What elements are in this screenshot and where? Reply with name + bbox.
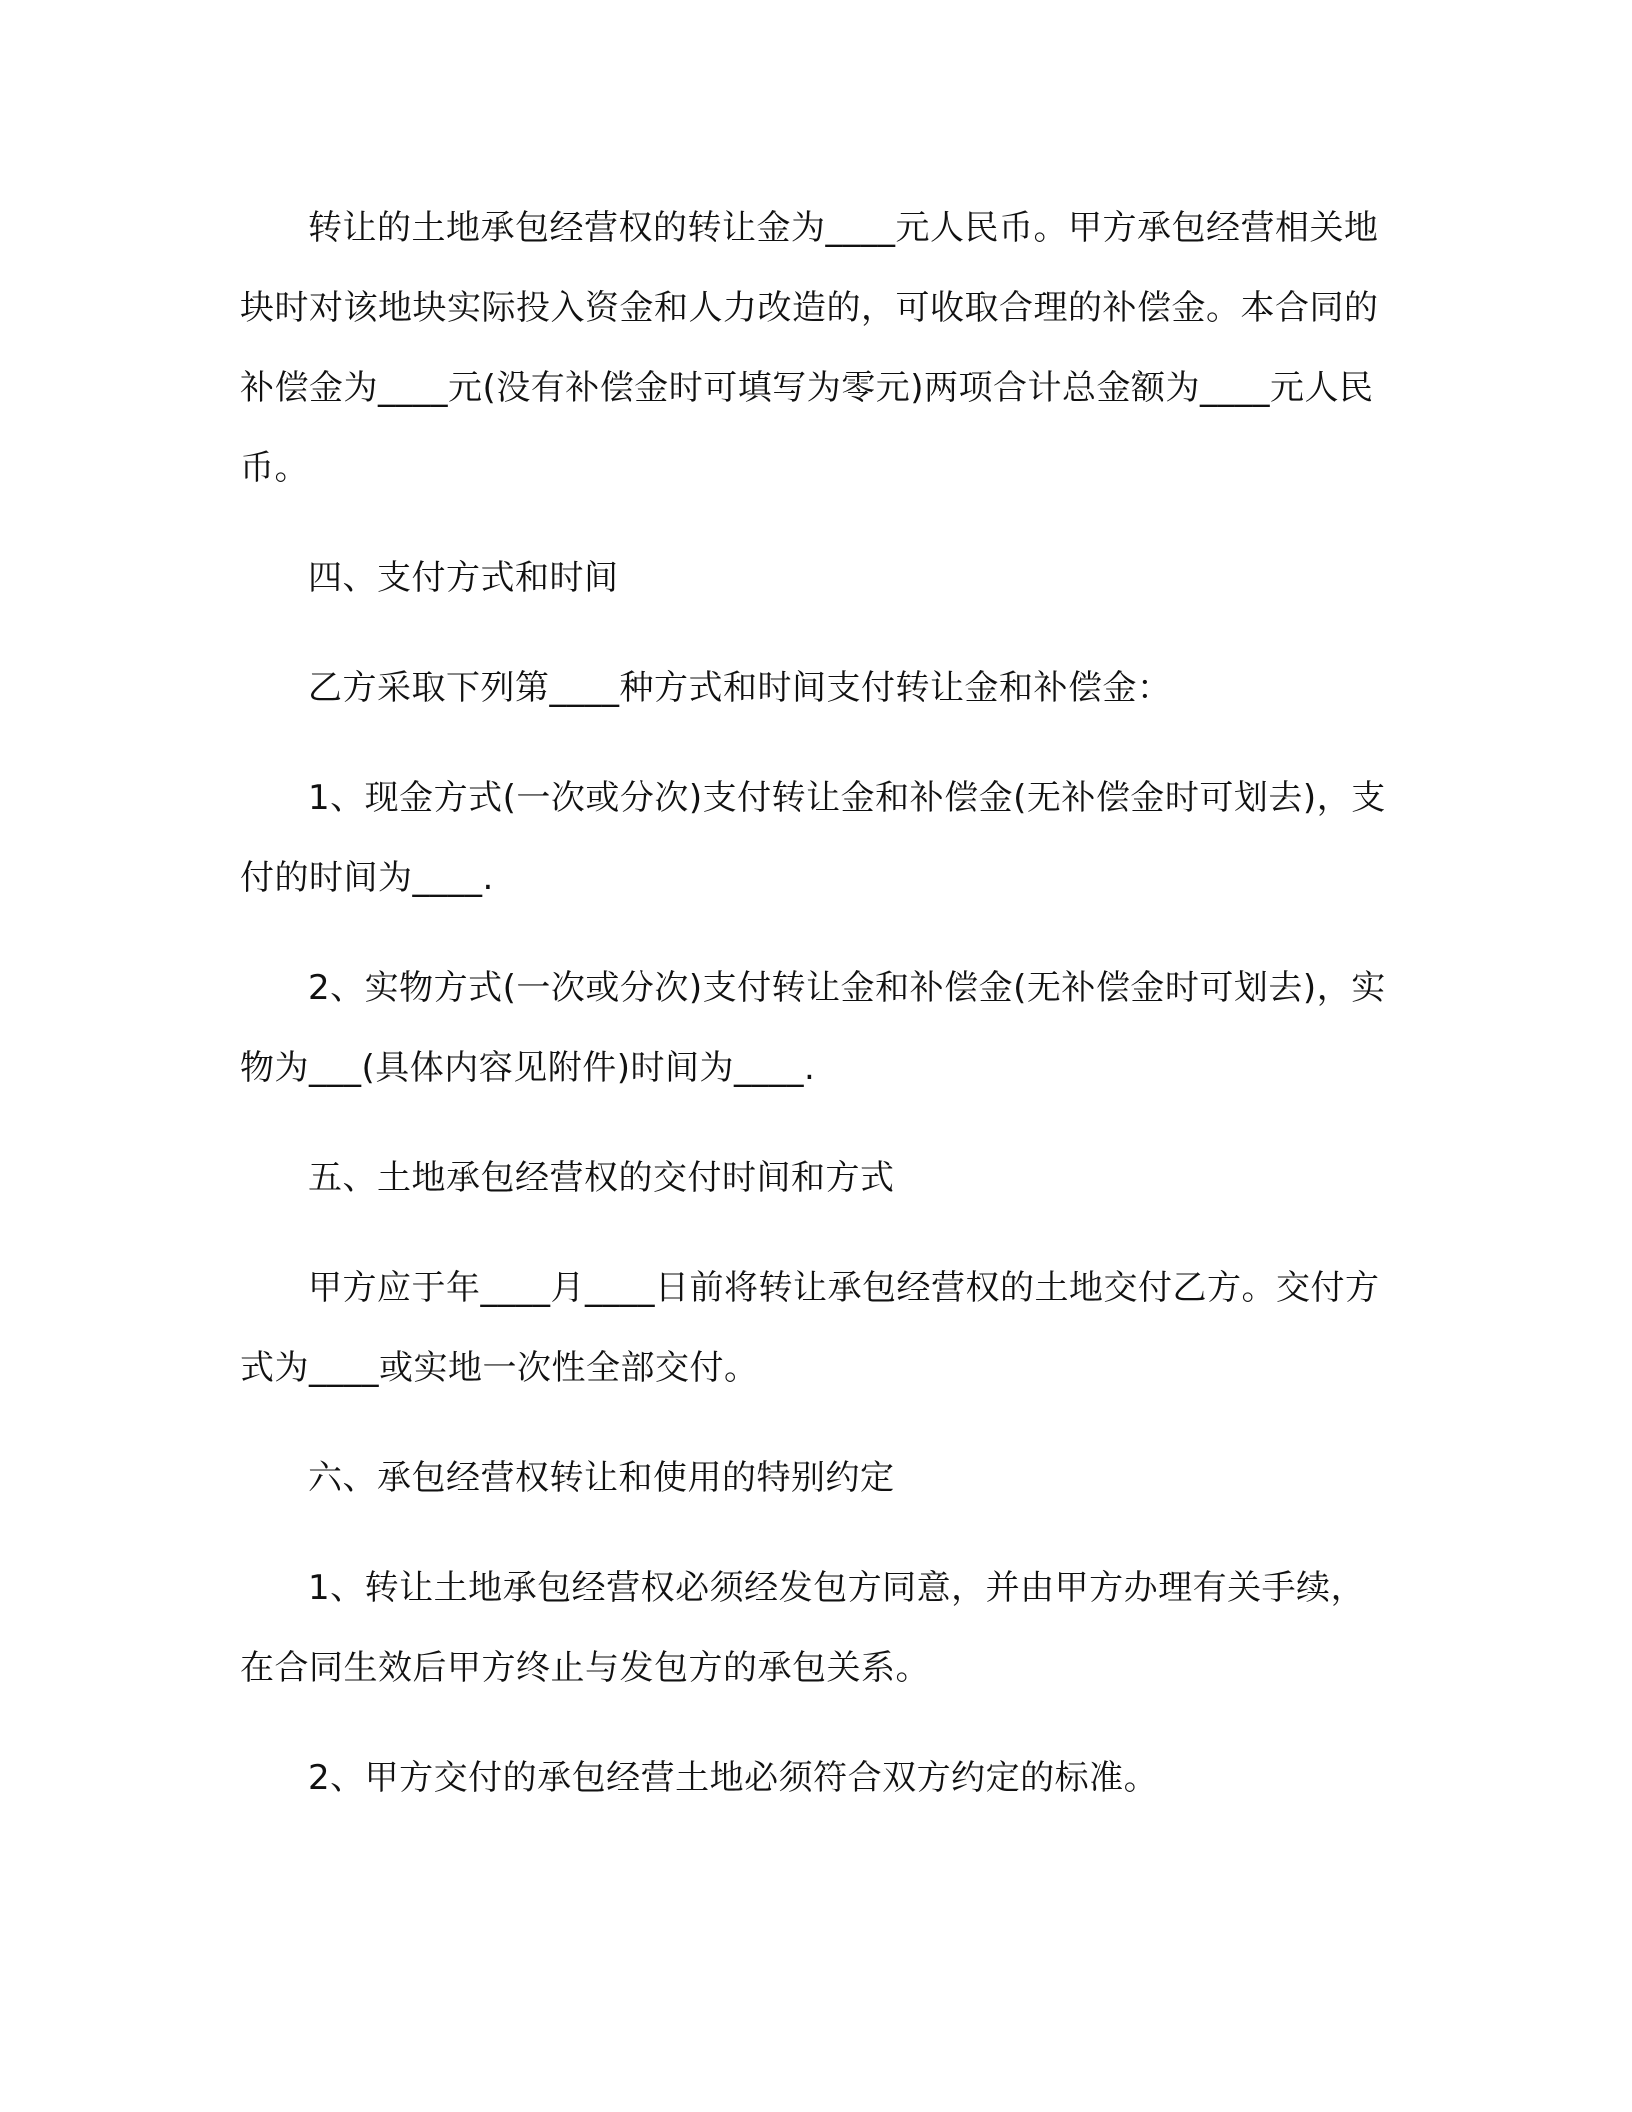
paragraph-in-kind-payment: 2、实物方式(一次或分次)支付转让金和补偿金(无补偿金时可划去)，实物为___(具体内容见附件)时间为____. bbox=[240, 968, 1386, 1088]
paragraph-transfer-fee: 转让的土地承包经营权的转让金为____元人民币。甲方承包经营相关地块时对该地块实际投入资金和人力改造的，可收取合理的补偿金。本合同的补偿金为____元(没有补偿金时可填写为零元)两项合计总金额为____元人民币。 bbox=[240, 208, 1379, 488]
paragraph-delivery-terms: 甲方应于年____月____日前将转让承包经营权的土地交付乙方。交付方式为____或实地一次性全部交付。 bbox=[240, 1268, 1380, 1388]
paragraph-consent-term: 1、转让土地承包经营权必须经发包方同意，并由甲方办理有关手续，在合同生效后甲方终止与发包方的承包关系。 bbox=[240, 1568, 1366, 1688]
section-heading-payment: 四、支付方式和时间 bbox=[308, 558, 619, 598]
paragraph-cash-payment: 1、现金方式(一次或分次)支付转让金和补偿金(无补偿金时可划去)，支付的时间为____. bbox=[240, 778, 1386, 898]
section-heading-delivery: 五、土地承包经营权的交付时间和方式 bbox=[308, 1158, 895, 1198]
section-heading-special-terms: 六、承包经营权转让和使用的特别约定 bbox=[308, 1458, 895, 1498]
paragraph-payment-choice: 乙方采取下列第____种方式和时间支付转让金和补偿金： bbox=[308, 668, 1172, 708]
paragraph-standard-term: 2、甲方交付的承包经营土地必须符合双方约定的标准。 bbox=[308, 1758, 1159, 1798]
document-body bbox=[240, 188, 1390, 1818]
